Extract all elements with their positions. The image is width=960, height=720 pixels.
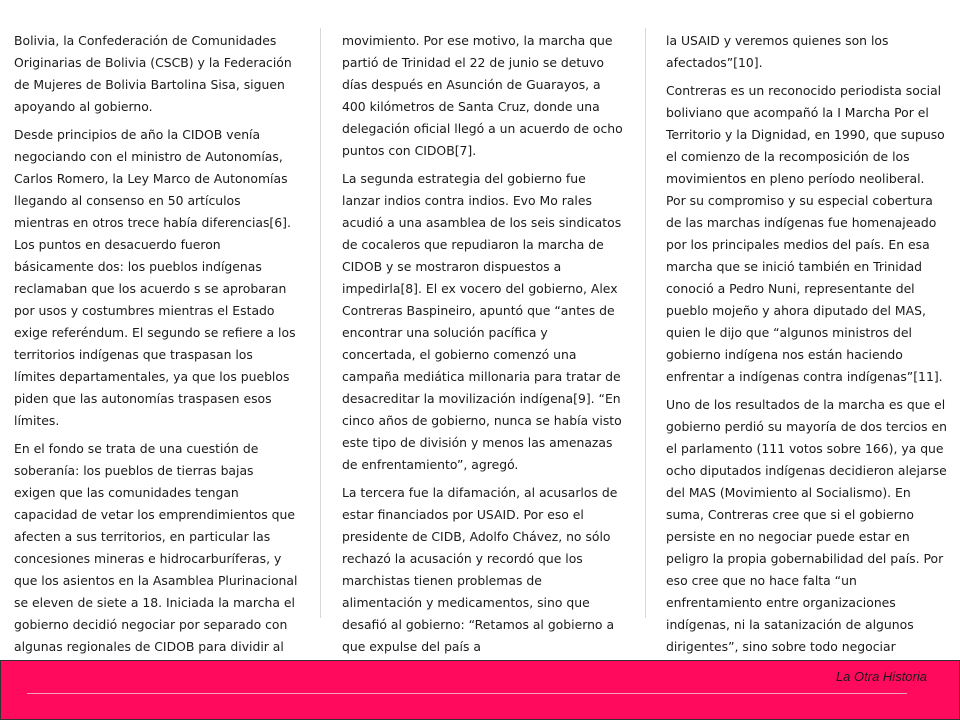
text-column-2 bbox=[342, 30, 624, 664]
paragraph: La tercera fue la difamación, al acusarlos de estar financiados por USAID. Por eso el presidente de CIDB, Adolfo Chávez, no sólo rechazó la acusación y recordó que los marchistas tienen problemas de alimentación y medicamentos, sino que desafió al gobierno: “Retamos al gobierno a que expulse del país a bbox=[342, 485, 618, 654]
paragraph: Uno de los resultados de la marcha es que el gobierno perdió su mayoría de dos tercios en el parlamento (111 votos sobre 166), ya que ocho diputados indígenas decidieron alejarse del MAS (Movimiento al Socialismo). En suma, Contreras cree que si el gobierno persiste en no negociar puede estar en peligro la propia gobernabilidad del país. Por eso cree que no hace falta “un enfrentamiento entre organizaciones indígenas, ni la satanización de algunos dirigentes”, sino sobre todo negociar bbox=[666, 397, 947, 654]
paragraph: Desde principios de año la CIDOB venía negociando con el ministro de Autonomías, Carlos Romero, la Ley Marco de Autonomías llegando al consenso en 50 artículos mientras en otros trece había diferencias[6]. Los puntos en desacuerdo fueron básicamente dos: los pueblos indígenas reclamaban que los acuerdo s se aprobaran por usos y costumbres mientras el Estado exige referéndum. El segundo se refiere a los territorios indígenas que traspasan los límites departamentales, ya que los pueblos piden que las autonomías traspasen esos límites. bbox=[14, 127, 296, 428]
paragraph: En el fondo se trata de una cuestión de soberanía: los pueblos de tierras bajas exigen que las comunidades tengan capacidad de vetar los emprendimientos que afecten a sus territorios, en particular las concesiones mineras e hidrocarburíferas, y que los asientos en la Asamblea Plurinacional se eleven de siete a 18. Iniciada la marcha el gobierno decidió negociar por separado con algunas regionales de CIDOB para dividir al bbox=[14, 441, 298, 654]
footer-rule bbox=[27, 693, 907, 694]
paragraph: Bolivia, la Confederación de Comunidades Originarias de Bolivia (CSCB) y la Federación de Mujeres de Bolivia Bartolina Sisa, siguen apoyando al gobierno. bbox=[14, 33, 292, 114]
column-divider bbox=[320, 28, 321, 618]
paragraph: movimiento. Por ese motivo, la marcha que partió de Trinidad el 22 de junio se detuvo días después en Asunción de Guarayos, a 400 kilómetros de Santa Cruz, donde una delegación oficial llegó a un acuerdo de ocho puntos con CIDOB[7]. bbox=[342, 33, 623, 158]
paragraph: La segunda estrategia del gobierno fue lanzar indios contra indios. Evo Mo rales acudió a una asamblea de los seis sindicatos de cocaleros que repudiaron la marcha de CIDOB y se mostraron dispuestos a impedirla[8]. El ex vocero del gobierno, Alex Contreras Baspineiro, apuntó que “antes de encontrar una solución pacífica y concertada, el gobierno comenzó una campaña mediática millonaria para tratar de desacreditar la movilización indígena[9]. “En cinco años de gobierno, nunca se había visto este tipo de división y menos las amenazas de enfrentamiento”, agregó. bbox=[342, 171, 622, 472]
text-column-1 bbox=[14, 30, 298, 664]
paragraph: Contreras es un reconocido periodista social boliviano que acompañó la I Marcha Por el Territorio y la Dignidad, en 1990, que supuso el comienzo de la recomposición de los movimientos en pleno período neoliberal. Por su compromiso y su especial cobertura de las marchas indígenas fue homenajeado por los principales medios del país. En esa marcha que se inició también en Trinidad conoció a Pedro Nuni, representante del pueblo mojeño y ahora diputado del MAS, quien le dijo que “algunos ministros del gobierno indígena nos están haciendo enfrentar a indígenas contra indígenas”[11]. bbox=[666, 83, 945, 384]
text-column-3 bbox=[666, 30, 948, 664]
column-divider bbox=[645, 28, 646, 618]
paragraph: la USAID y veremos quienes son los afectados”[10]. bbox=[666, 33, 889, 70]
footer-title: La Otra Historia bbox=[835, 669, 927, 684]
footer-bar bbox=[0, 660, 960, 720]
